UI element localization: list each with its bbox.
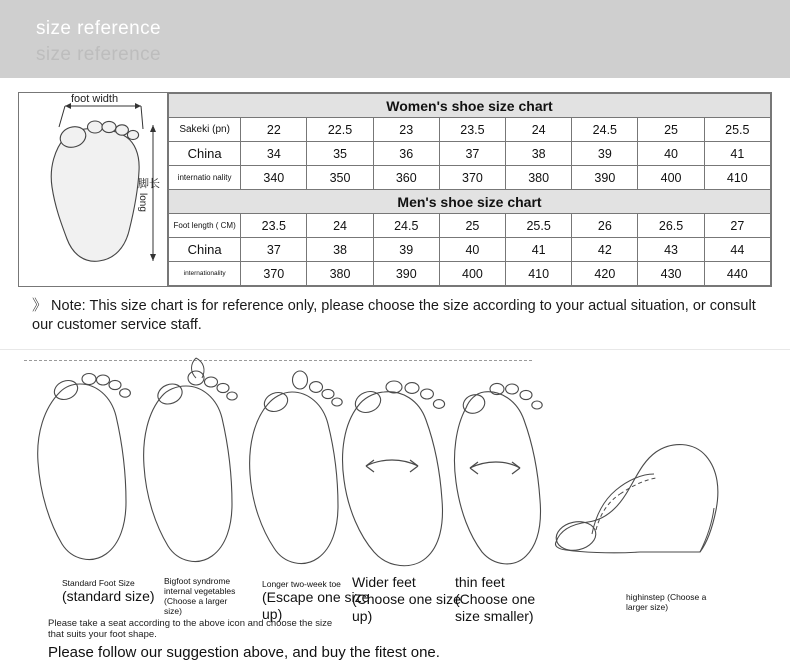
row-label: Foot length ( CM) <box>169 214 241 238</box>
cell: 44 <box>704 238 770 262</box>
caption-standard-foot <box>62 578 162 605</box>
cell: 370 <box>241 262 307 286</box>
cell: 22.5 <box>307 118 373 142</box>
cell: 39 <box>572 142 638 166</box>
cell: 390 <box>373 262 439 286</box>
foot-high-instep <box>554 445 718 554</box>
table-row <box>169 214 771 238</box>
caption-big: (standard size) <box>62 588 155 604</box>
row-label: China <box>169 142 241 166</box>
men-chart-title: Men's shoe size chart <box>169 190 771 214</box>
cell: 39 <box>373 238 439 262</box>
cell: 40 <box>638 142 704 166</box>
cell: 34 <box>241 142 307 166</box>
cell: 24 <box>506 118 572 142</box>
cell: 22 <box>241 118 307 142</box>
cell: 37 <box>241 238 307 262</box>
women-chart-title-row <box>169 94 771 118</box>
caption-small: Standard Foot Size <box>62 578 135 588</box>
caption-small: Bigfoot syndrome internal vegetables (Choose a larger size) <box>164 576 236 616</box>
caption-big: (Escape one size up) <box>262 589 370 622</box>
banner-title-shadow: size reference <box>36 44 161 65</box>
cell: 390 <box>572 166 638 190</box>
cell: 35 <box>307 142 373 166</box>
foot-length-label-cn: 脚长 <box>138 178 160 190</box>
cell: 26.5 <box>638 214 704 238</box>
cell: 25 <box>638 118 704 142</box>
row-label: internationality <box>169 262 241 286</box>
note-text: Note: This size chart is for reference only, please choose the size according to your actual situation, or consult our customer service staff. <box>32 298 756 333</box>
cell: 25.5 <box>506 214 572 238</box>
cell: 40 <box>439 238 505 262</box>
cell: 23 <box>373 118 439 142</box>
cell: 26 <box>572 214 638 238</box>
cell: 23.5 <box>439 118 505 142</box>
cell: 41 <box>506 238 572 262</box>
row-label: China <box>169 238 241 262</box>
cell: 24.5 <box>572 118 638 142</box>
cell: 24 <box>307 214 373 238</box>
table-row <box>169 262 771 286</box>
caption-wider-feet <box>352 574 462 625</box>
cell: 420 <box>572 262 638 286</box>
cell: 410 <box>506 262 572 286</box>
header-banner <box>0 0 790 78</box>
row-label: internatio nality <box>169 166 241 190</box>
note-marker: 》 <box>32 297 48 314</box>
cell: 350 <box>307 166 373 190</box>
footer-small-note: Please take a seat according to the above icon and choose the size that suits your foot shape. <box>48 618 333 640</box>
cell: 400 <box>439 262 505 286</box>
size-chart-note <box>32 296 762 335</box>
women-chart-title: Women's shoe size chart <box>169 94 771 118</box>
cell: 42 <box>572 238 638 262</box>
caption-bigfoot-syndrome <box>164 576 242 616</box>
foot-bigfoot <box>144 358 238 561</box>
cell: 36 <box>373 142 439 166</box>
cell: 38 <box>307 238 373 262</box>
table-row <box>169 142 771 166</box>
foot-thin <box>454 383 542 563</box>
foot-long-second-toe <box>250 371 343 563</box>
row-label: Sakeki (pn) <box>169 118 241 142</box>
cell: 24.5 <box>373 214 439 238</box>
foot-measurement-diagram <box>19 93 168 286</box>
cell: 340 <box>241 166 307 190</box>
cell: 41 <box>704 142 770 166</box>
foot-wider <box>343 381 445 566</box>
foot-standard <box>38 374 131 560</box>
table-row <box>169 166 771 190</box>
caption-big: Wider feet (Choose one size up) <box>352 574 461 624</box>
cell: 27 <box>704 214 770 238</box>
caption-high-instep <box>626 592 716 612</box>
cell: 25 <box>439 214 505 238</box>
men-chart-title-row <box>169 190 771 214</box>
size-chart-section <box>0 78 790 335</box>
cell: 38 <box>506 142 572 166</box>
foot-types-section <box>0 349 790 660</box>
cell: 400 <box>638 166 704 190</box>
cell: 23.5 <box>241 214 307 238</box>
cell: 25.5 <box>704 118 770 142</box>
caption-small: Longer two-week toe <box>262 579 341 589</box>
cell: 380 <box>506 166 572 190</box>
cell: 37 <box>439 142 505 166</box>
cell: 43 <box>638 238 704 262</box>
cell: 370 <box>439 166 505 190</box>
table-row <box>169 118 771 142</box>
caption-big: thin feet (Choose one size smaller) <box>455 574 536 624</box>
cell: 430 <box>638 262 704 286</box>
section-divider <box>0 335 790 349</box>
foot-types-illustrations <box>0 354 790 584</box>
cell: 360 <box>373 166 439 190</box>
cell: 440 <box>704 262 770 286</box>
footer-big-note: Please follow our suggestion above, and buy the fitest one. <box>48 644 440 661</box>
foot-length-label-en: long <box>137 193 148 212</box>
cell: 380 <box>307 262 373 286</box>
caption-thin-feet <box>455 574 560 625</box>
size-chart-wrapper <box>18 92 772 287</box>
shoe-size-table <box>168 93 771 286</box>
banner-title: size reference <box>36 18 161 39</box>
foot-width-label: foot width <box>71 93 119 105</box>
table-row <box>169 238 771 262</box>
caption-small: highinstep (Choose a larger size) <box>626 592 707 612</box>
cell: 410 <box>704 166 770 190</box>
